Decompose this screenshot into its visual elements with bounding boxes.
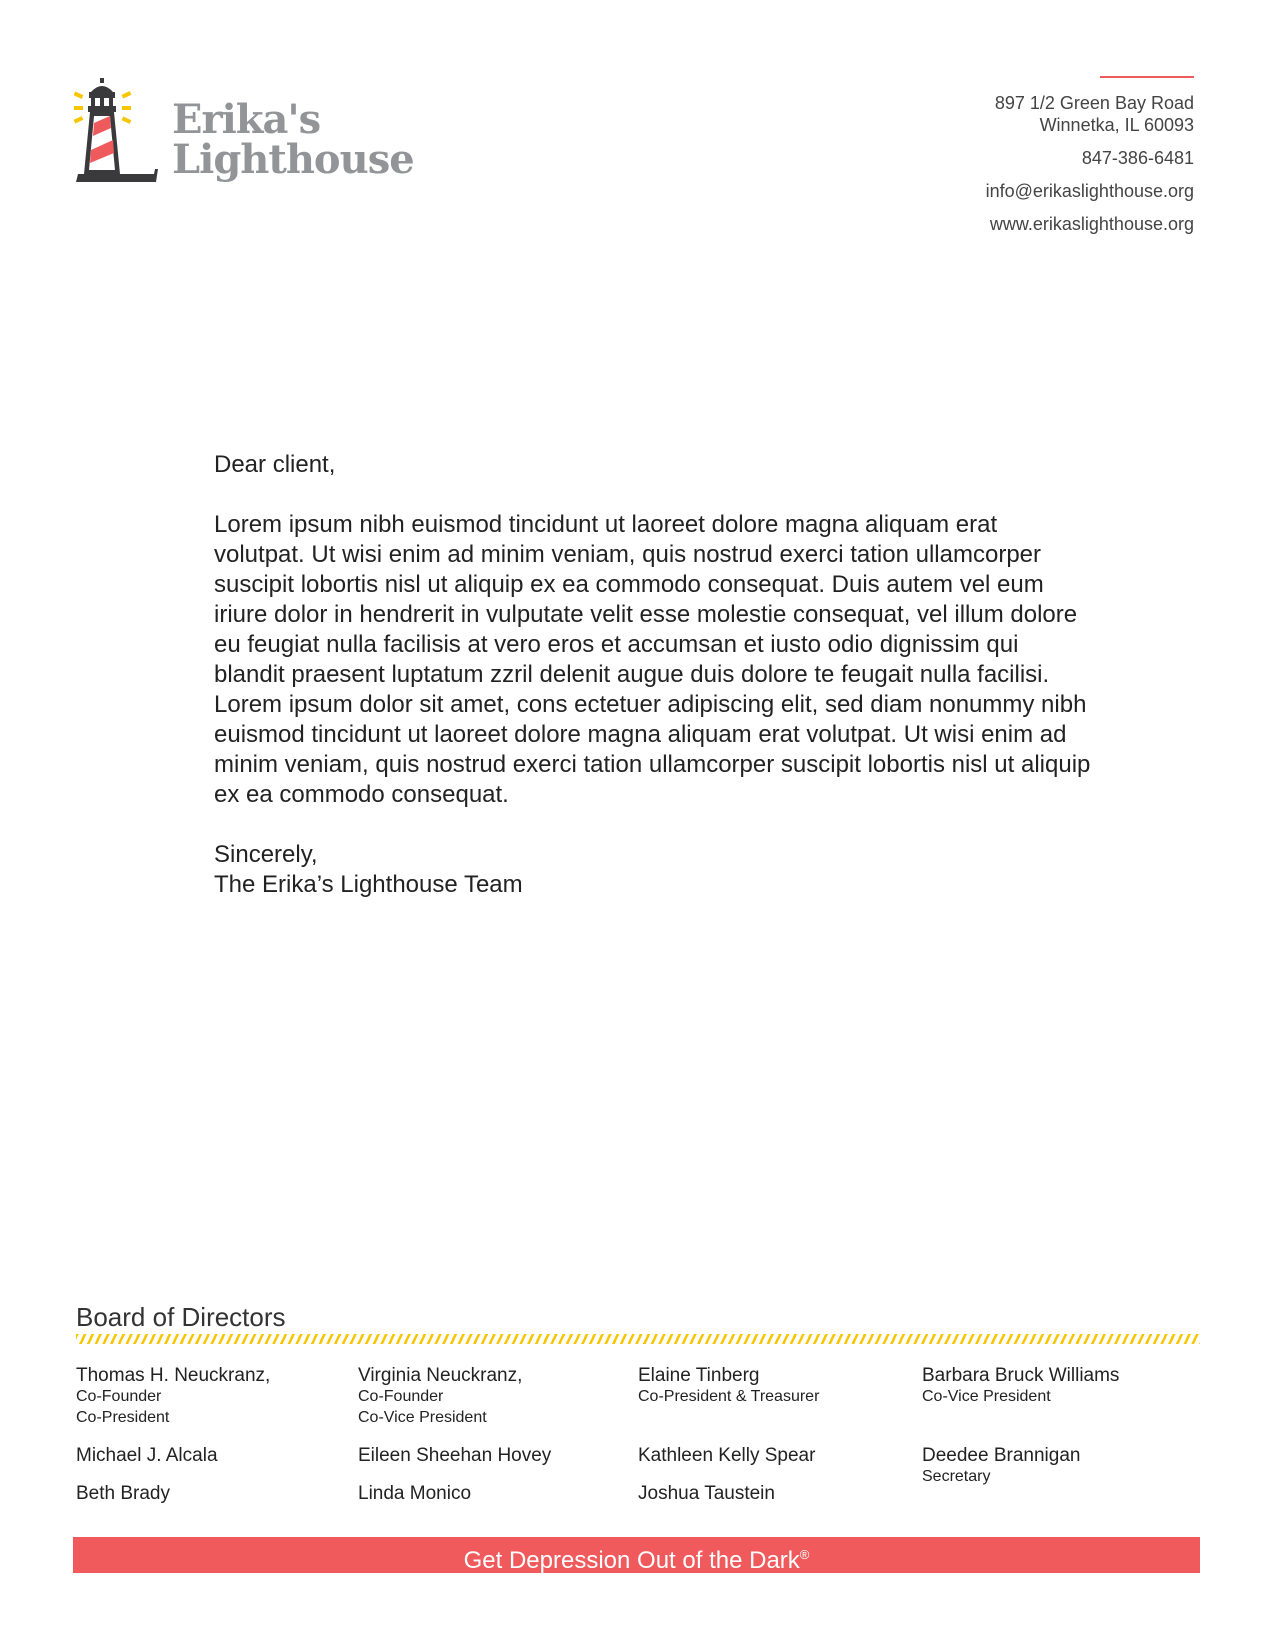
address-line-2: Winnetka, IL 60093 — [1039, 115, 1194, 135]
board-member-role: Co-President & Treasurer — [638, 1388, 820, 1405]
board-member-name: Beth Brady — [76, 1483, 170, 1504]
board-member-name: Linda Monico — [358, 1483, 472, 1504]
paragraph: Lorem ipsum dolor sit amet, cons ectetuer adipiscing elit, sed diam nonummy nibh euismod tincidunt ut laoreet dolore magna aliquam erat volutpat. Ut wisi enim ad minim veniam, quis nostrud exerci tation ullamcorper suscipit lobortis nisl ut aliquip ex ea commodo consequat. — [214, 691, 1091, 808]
board-column — [358, 1365, 551, 1504]
board-column — [76, 1365, 270, 1504]
logo — [74, 78, 414, 198]
board-column — [638, 1365, 819, 1504]
letter-body — [214, 450, 1094, 900]
registered-mark: ® — [799, 1547, 810, 1562]
board-title: Board of Directors — [76, 1302, 286, 1332]
board-member-name: Eileen Sheehan Hovey — [358, 1445, 552, 1466]
closing: Sincerely, — [214, 841, 318, 868]
board-member-role: Co-Vice President — [358, 1409, 487, 1426]
address-line-1: 897 1/2 Green Bay Road — [994, 93, 1194, 113]
board-member-name: Michael J. Alcala — [76, 1445, 218, 1466]
board-member-name: Thomas H. Neuckranz, — [76, 1365, 271, 1386]
accent-rule — [1100, 76, 1194, 78]
tagline-banner — [73, 1537, 1200, 1573]
contact-block — [986, 76, 1194, 235]
tagline-text: Get Depression Out of the Dark — [463, 1547, 800, 1574]
board-column — [922, 1365, 1119, 1487]
board-member-role: Co-Founder — [358, 1388, 444, 1405]
yellow-stripe-divider — [76, 1334, 1200, 1344]
board-member-name: Elaine Tinberg — [638, 1365, 760, 1386]
signature: The Erika’s Lighthouse Team — [214, 871, 523, 898]
website-link[interactable]: www.erikaslighthouse.org — [989, 214, 1194, 234]
lighthouse-icon — [74, 78, 169, 183]
board-member-name: Kathleen Kelly Spear — [638, 1445, 816, 1466]
email-link[interactable]: info@erikaslighthouse.org — [985, 181, 1194, 201]
board-member-name: Virginia Neuckranz, — [358, 1365, 523, 1386]
phone: 847-386-6481 — [1081, 148, 1194, 168]
board-member-name: Joshua Taustein — [638, 1483, 775, 1504]
greeting: Dear client, — [214, 451, 336, 478]
board-member-name: Barbara Bruck Williams — [922, 1365, 1120, 1386]
board-member-role: Co-Founder — [76, 1388, 162, 1405]
board-member-role: Co-Vice President — [922, 1388, 1051, 1405]
board-member-role: Secretary — [922, 1468, 991, 1485]
logo-wordmark: Erika's Lighthouse — [172, 96, 414, 183]
board-member-role: Co-President — [76, 1409, 170, 1426]
paragraph: Lorem ipsum nibh euismod tincidunt ut laoreet dolore magna aliquam erat volutpat. Ut wisi enim ad minim veniam, quis nostrud exerci tation ullamcorper suscipit lobortis nisl ut aliquip ex ea commodo consequat. Duis autem vel eum iriure dolor in hendrerit in vulputate velit esse molestie consequat, vel illum dolore eu feugiat nulla facilisis at vero eros et accumsan et iusto odio dignissim qui blandit praesent luptatum zzril delenit augue duis dolore te feugait nulla facilisi. — [214, 511, 1078, 688]
board-member-name: Deedee Brannigan — [922, 1445, 1081, 1466]
